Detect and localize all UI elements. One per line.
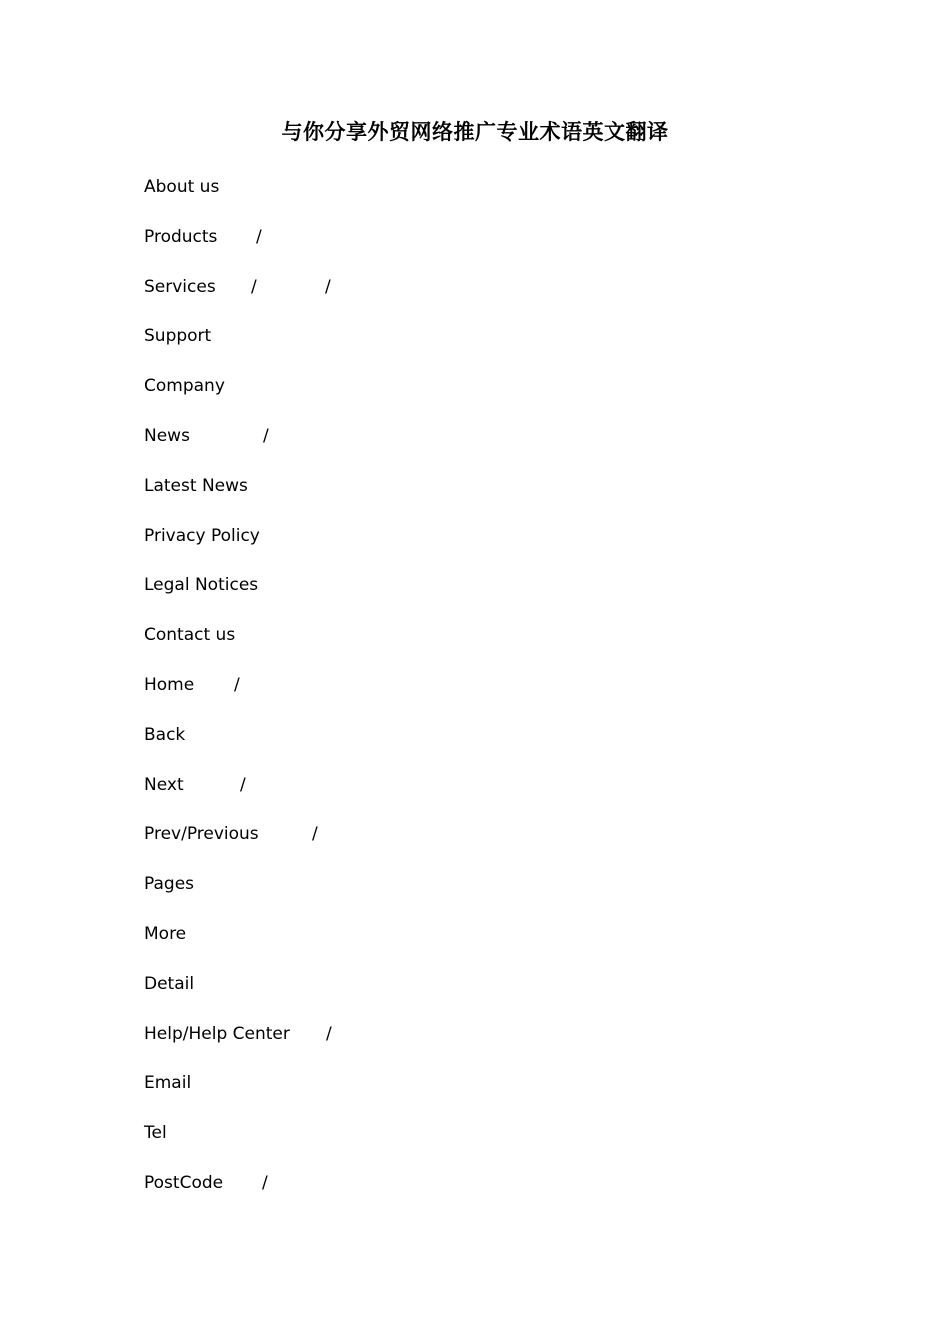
term-row xyxy=(144,371,844,421)
term-label: Privacy Policy xyxy=(144,525,260,546)
term-row xyxy=(144,620,844,670)
term-row xyxy=(144,1168,844,1218)
term-row xyxy=(144,1019,844,1069)
term-label: Email xyxy=(144,1073,192,1094)
term-row xyxy=(144,421,844,471)
term-label: Home xyxy=(144,674,195,695)
term-label: Latest News xyxy=(144,475,248,496)
term-label: Detail xyxy=(144,973,195,994)
term-label: Support xyxy=(144,326,212,347)
term-separator: / xyxy=(251,276,257,297)
term-row xyxy=(144,670,844,720)
term-row xyxy=(144,720,844,770)
term-row xyxy=(144,969,844,1019)
term-row xyxy=(144,471,844,521)
term-label: Prev/Previous xyxy=(144,824,259,845)
term-separator: / xyxy=(263,425,269,446)
term-row xyxy=(144,570,844,620)
term-row xyxy=(144,521,844,571)
term-label: Back xyxy=(144,724,186,745)
term-label: PostCode xyxy=(144,1172,224,1193)
term-row xyxy=(144,869,844,919)
term-row xyxy=(144,222,844,272)
term-separator: / xyxy=(234,674,240,695)
term-separator: / xyxy=(312,824,318,845)
term-label: Services xyxy=(144,276,216,297)
term-list xyxy=(144,172,844,1218)
document-title: 与你分享外贸网络推广专业术语英文翻译 xyxy=(281,120,669,144)
term-row xyxy=(144,321,844,371)
term-separator: / xyxy=(325,276,331,297)
term-row xyxy=(144,1068,844,1118)
term-label: Tel xyxy=(144,1123,167,1144)
term-row xyxy=(144,819,844,869)
term-label: News xyxy=(144,425,190,446)
term-label: Company xyxy=(144,376,225,397)
term-label: Products xyxy=(144,226,218,247)
term-label: Legal Notices xyxy=(144,575,259,596)
term-row xyxy=(144,272,844,322)
term-label: About us xyxy=(144,177,220,197)
term-separator: / xyxy=(240,774,246,795)
term-separator: / xyxy=(256,226,262,247)
term-row xyxy=(144,1118,844,1168)
term-row xyxy=(144,919,844,969)
term-row xyxy=(144,770,844,820)
term-separator: / xyxy=(326,1023,332,1044)
term-separator: / xyxy=(262,1172,268,1193)
term-label: More xyxy=(144,923,187,944)
term-label: Pages xyxy=(144,874,195,895)
term-label: Contact us xyxy=(144,625,236,646)
term-row xyxy=(144,172,844,222)
term-label: Help/Help Center xyxy=(144,1023,290,1044)
term-label: Next xyxy=(144,774,184,795)
